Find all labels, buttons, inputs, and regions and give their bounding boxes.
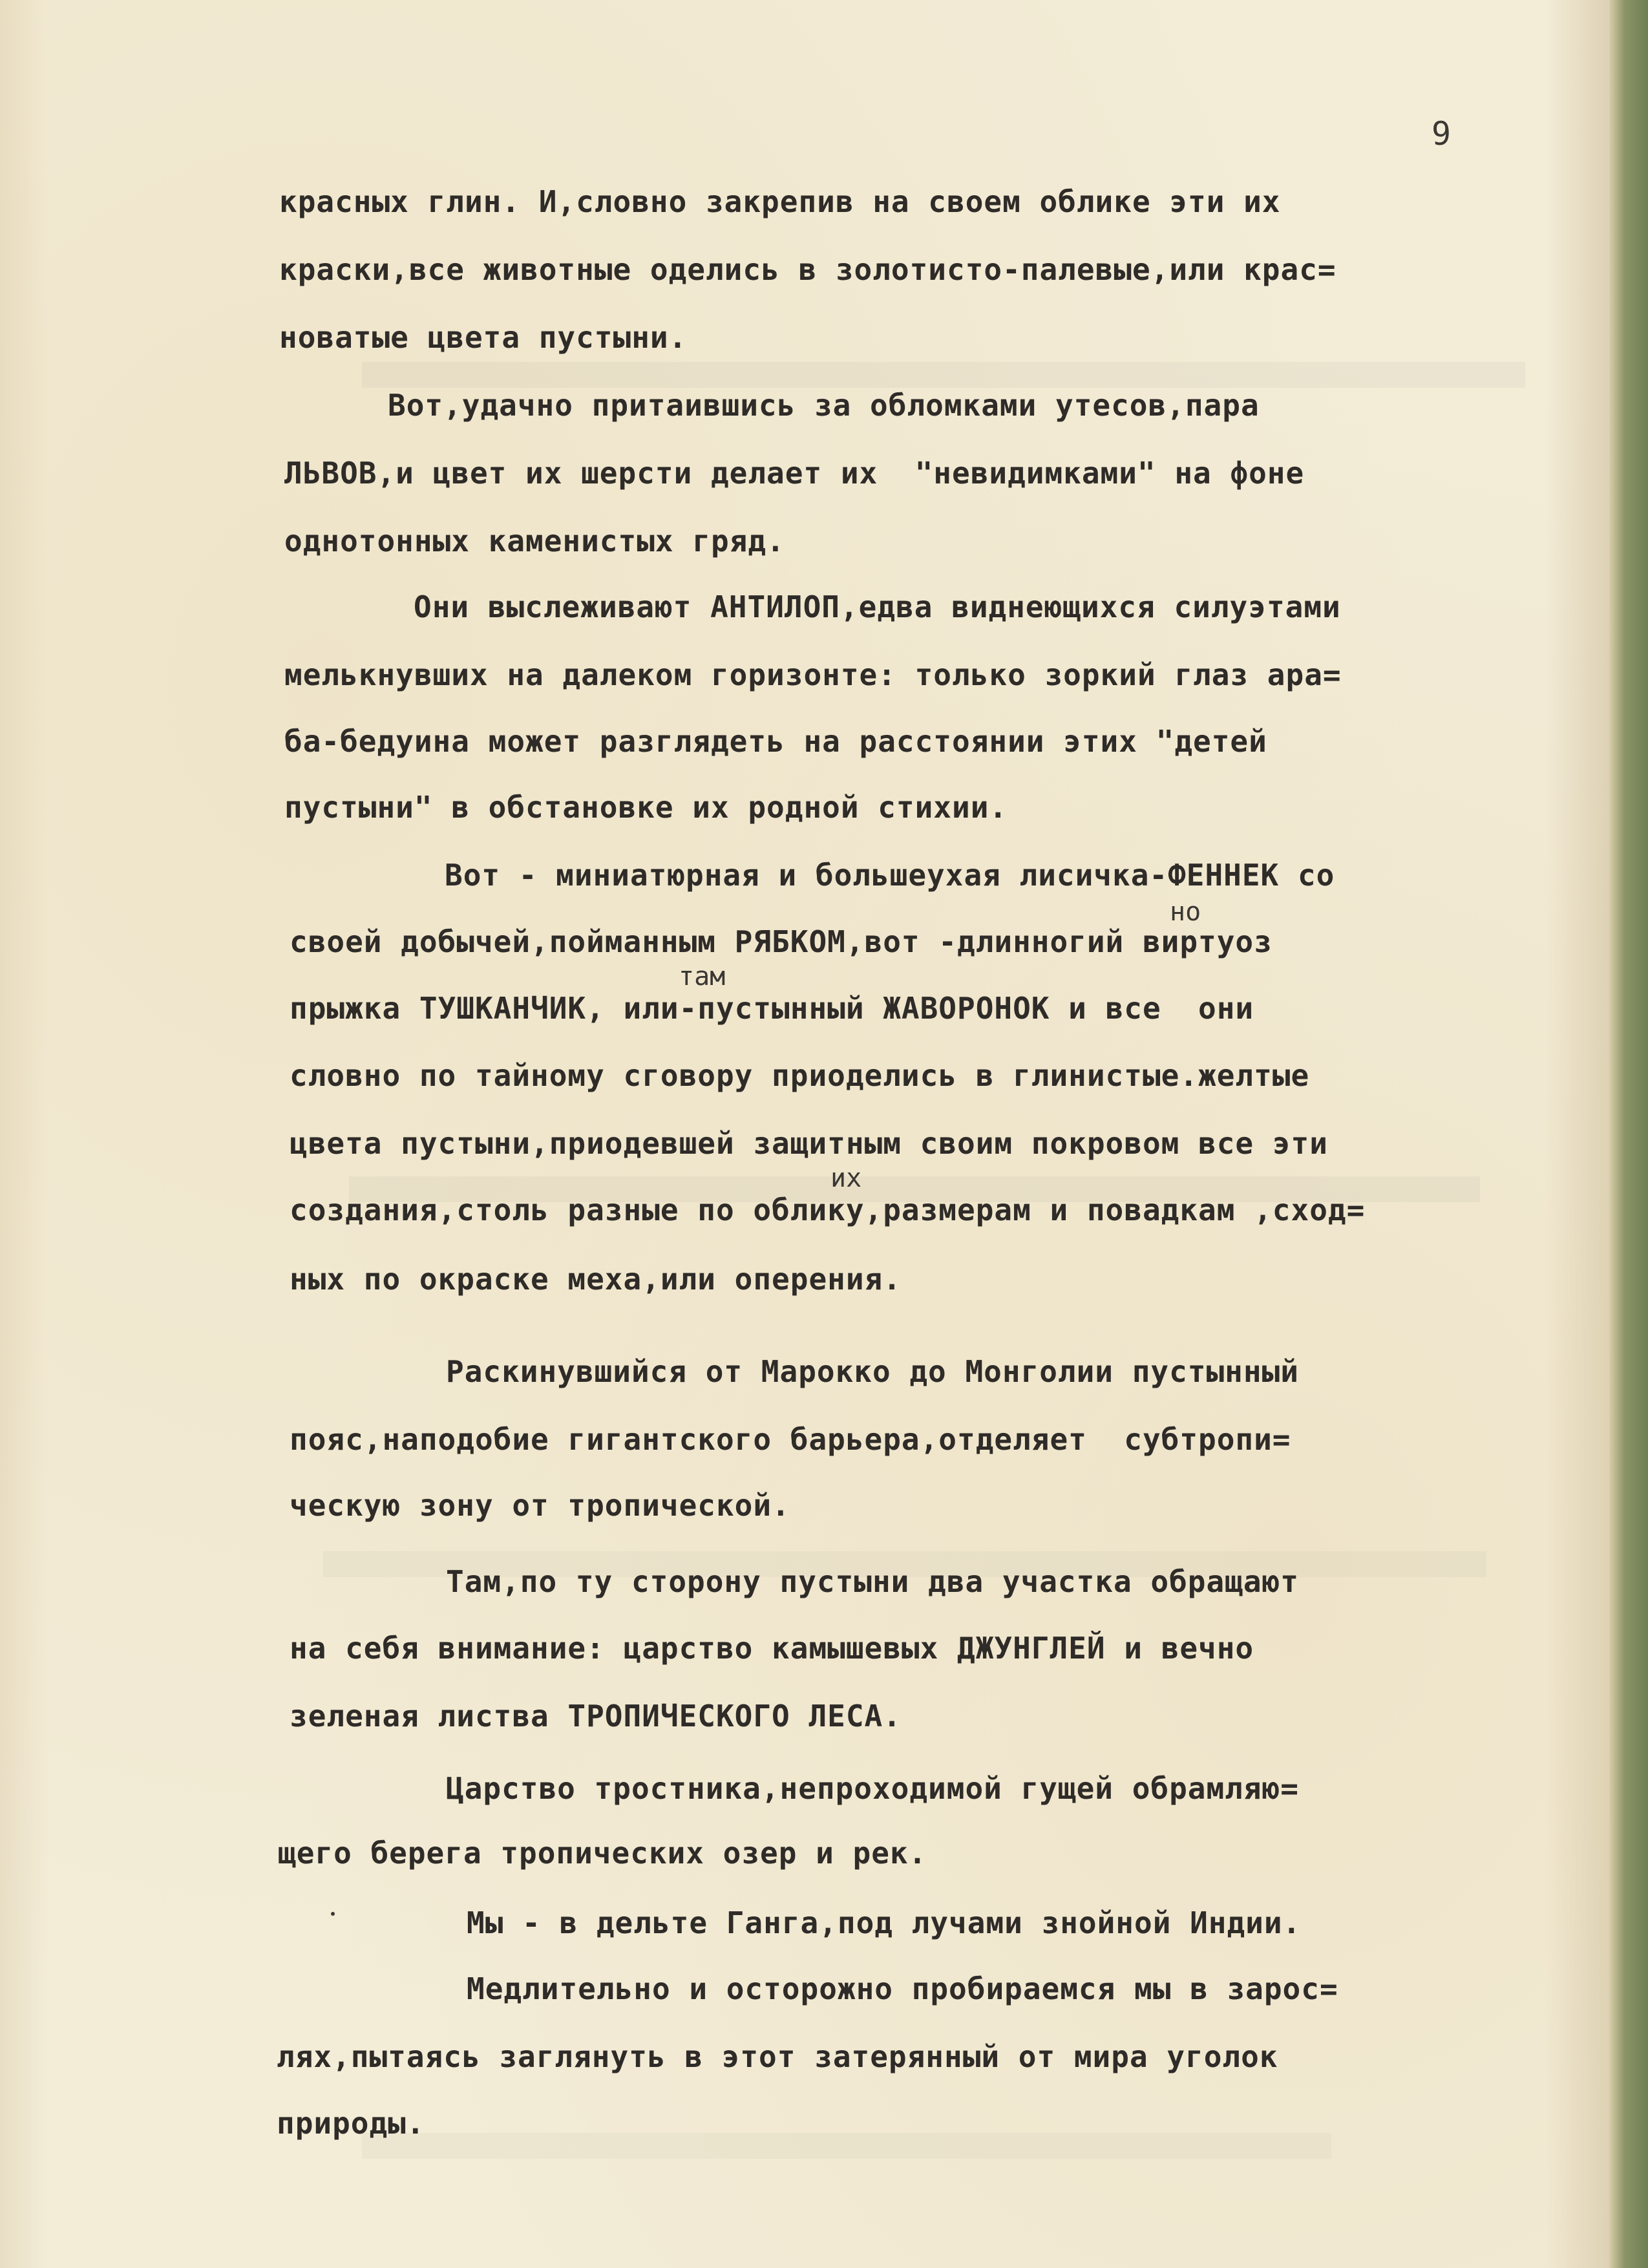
text-line: ных по окраске меха,или оперения. — [290, 1262, 902, 1297]
handwritten-insertion: их — [830, 1163, 862, 1193]
text-line: Медлительно и осторожно пробираемся мы в зарос= — [467, 1971, 1338, 2006]
text-line: лях,пытаясь заглянуть в этот затерянный от мира уголок — [277, 2039, 1278, 2074]
text-line: природы. — [277, 2106, 425, 2141]
text-line: мелькнувших на далеком горизонте: только зоркий глаз ара= — [284, 657, 1342, 692]
text-line: Царство тростника,непроходимой гущей обрамляю= — [446, 1771, 1299, 1806]
text-line: словно по тайному сговору приоделись в глинистые.желтые — [290, 1058, 1310, 1093]
text-line: зеленая листва ТРОПИЧЕСКОГО ЛЕСА. — [290, 1699, 902, 1733]
text-line: щего берега тропических озер и рек. — [278, 1836, 927, 1871]
text-line: красных глин. И,словно закрепив на своем облике эти их — [279, 184, 1281, 219]
text-line: на себя внимание: царство камышевых ДЖУНГЛЕЙ и вечно — [290, 1631, 1254, 1666]
text-line: прыжка ТУШКАНЧИК, или-пустынный ЖАВОРОНОК и все они — [290, 991, 1254, 1026]
text-line: создания,столь разные по облику,размерам и повадкам ,сход= — [290, 1192, 1366, 1227]
text-line: Там,по ту сторону пустыни два участка обращают — [446, 1564, 1299, 1599]
text-line: ба-бедуина может разглядеть на расстоянии этих "детей — [284, 724, 1267, 759]
text-line: пояс,наподобие гигантского барьера,отделяет субтропи= — [290, 1422, 1291, 1457]
text-line: Они выслеживают АНТИЛОП,едва виднеющихся силуэтами — [414, 589, 1341, 624]
text-line: однотонных каменистых гряд. — [284, 524, 785, 558]
text-line: своей добычей,пойманным РЯБКОМ,вот -длинногий виртуоз — [290, 924, 1273, 959]
text-line: ЛЬВОВ,и цвет их шерсти делает их "невидимками" на фоне — [284, 456, 1305, 491]
ink-dot — [331, 1912, 335, 1916]
bleed-through-mark — [362, 362, 1525, 388]
page-number: 9 — [1431, 115, 1452, 153]
handwritten-insertion: там — [679, 962, 726, 991]
text-line: Вот - миниатюрная и большеухая лисичка-ФЕННЕК со — [445, 858, 1335, 893]
text-line: Вот,удачно притаившись за обломками утесов,пара — [388, 388, 1260, 423]
text-line: Раскинувшийся от Марокко до Монголии пустынный — [446, 1354, 1299, 1389]
text-line: краски,все животные оделись в золотисто-палевые,или крас= — [279, 252, 1336, 287]
bleed-through-mark — [362, 2133, 1331, 2159]
handwritten-insertion: но — [1170, 897, 1201, 927]
text-line: цвета пустыни,приодевшей защитным своим покровом все эти — [290, 1126, 1328, 1161]
text-line: Мы - в дельте Ганга,под лучами знойной Индии. — [467, 1905, 1302, 1940]
text-line: новатые цвета пустыни. — [279, 320, 688, 355]
text-line: пустыни" в обстановке их родной стихии. — [284, 790, 1008, 825]
page-edge-shadow — [1609, 0, 1648, 2268]
text-line: ческую зону от тропической. — [290, 1488, 790, 1523]
